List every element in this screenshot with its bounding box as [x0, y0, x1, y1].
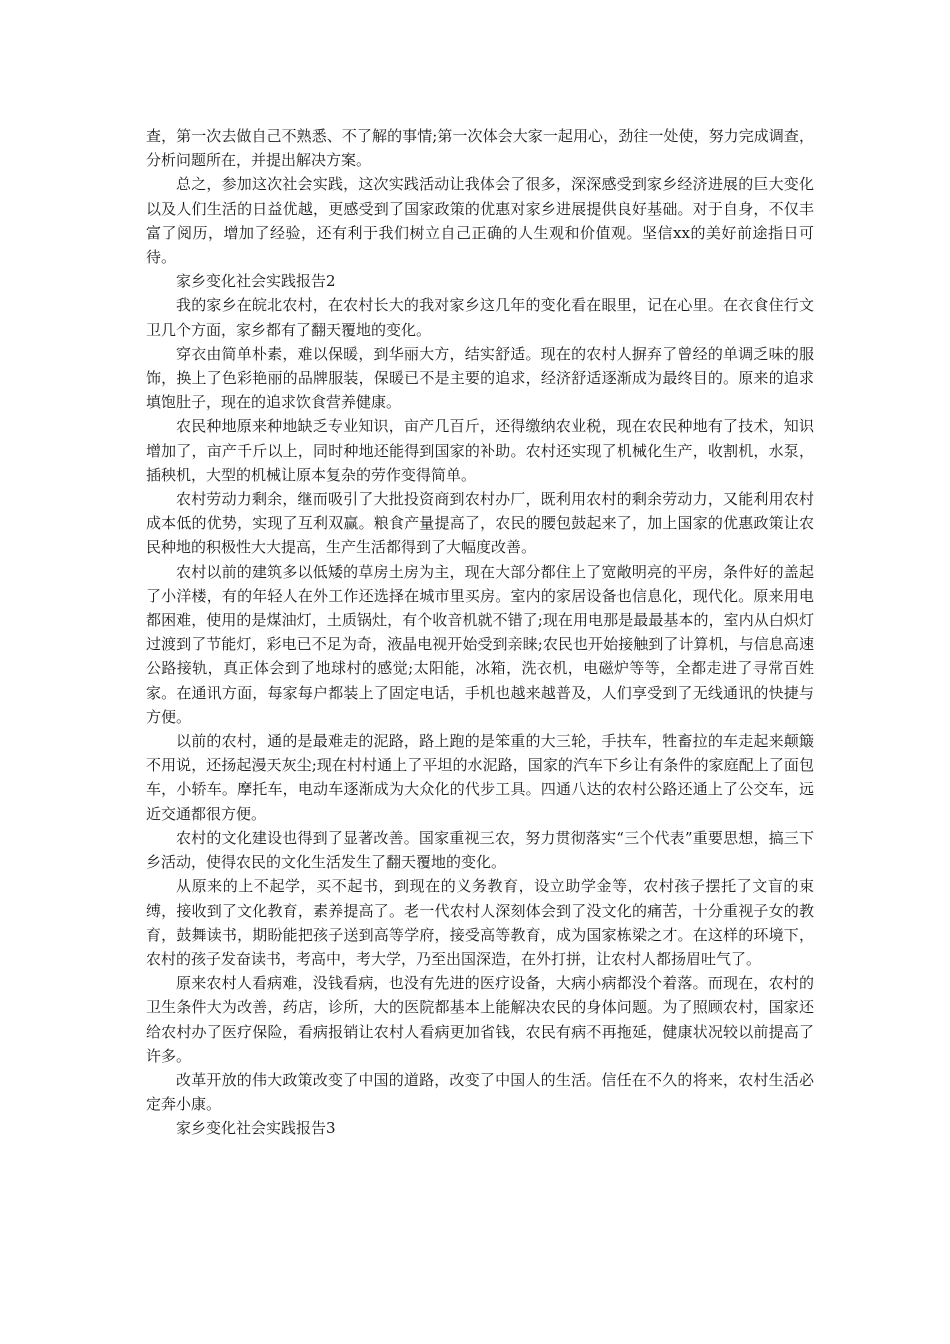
- paragraph-farming: 农民种地原来种地缺乏专业知识，亩产几百斤，还得缴纳农业税，现在农民种地有了技术，知识增加了，亩产千斤以上，同时种地还能得到国家的补助。农村还实现了机械化生产，收割机，水泵，插秧机，大型的机械让原本复杂的劳作变得简单。: [146, 417, 814, 484]
- paragraph-intro: 我的家乡在皖北农村，在农村长大的我对家乡这几年的变化看在眼里，记在心里。在衣食住行文卫几个方面，家乡都有了翻天覆地的变化。: [146, 296, 814, 339]
- paragraph-labor: 农村劳动力剩余，继而吸引了大批投资商到农村办厂，既利用农村的剩余劳动力，又能利用农村成本低的优势，实现了互利双赢。粮食产量提高了，农民的腰包鼓起来了，加上国家的优惠政策让农民种地的积极性大大提高，生产生活都得到了大幅度改善。: [146, 490, 814, 557]
- paragraph-clothing: 穿衣由简单朴素，难以保暖，到华丽大方，结实舒适。现在的农村人摒弃了曾经的单调乏味的服饰，换上了色彩艳丽的品牌服装，保暖已不是主要的追求，经济舒适逐渐成为最终目的。原来的追求填饱肚子，现在的追求饮食营养健康。: [146, 344, 814, 412]
- document-page: [146, 124, 814, 1141]
- paragraph-conclusion: 改革开放的伟大政策改变了中国的道路，改变了中国人的生活。信任在不久的将来，农村生活必定奔小康。: [146, 1070, 814, 1114]
- paragraph-continuation: 查，第一次去做自己不熟悉、不了解的事情;第一次体会大家一起用心，劲往一处使，努力完成调查，分析问题所在，并提出解决方案。: [146, 127, 814, 170]
- paragraph-transport: 以前的农村，通的是最难走的泥路，路上跑的是笨重的大三轮，手扶车，牲畜拉的车走起来颠簸不用说，还扬起漫天灰尘;现在村村通上了平坦的水泥路，国家的汽车下乡让有条件的家庭配上了面包车，小轿车。摩托车，电动车逐渐成为大众化的代步工具。四通八达的农村公路还通上了公交车，远近交通都很方便。: [146, 732, 814, 823]
- paragraph-summary: 总之，参加这次社会实践，这次实践活动让我体会了很多，深深感受到家乡经济进展的巨大变化以及人们生活的日益优越，更感受到了国家政策的优惠对家乡进展提供良好基础。对于自身，不仅丰富了阅历，增加了经验，还有利于我们树立自己正确的人生观和价值观。坚信xx的美好前途指日可待。: [146, 175, 814, 267]
- paragraph-housing: 农村以前的建筑多以低矮的草房土房为主，现在大部分都住上了宽敞明亮的平房，条件好的盖起了小洋楼，有的年轻人在外工作还选择在城市里买房。室内的家居设备也信息化，现代化。原来用电都困难，使用的是煤油灯，土质锅灶，有个收音机就不错了;现在用电那是最最基本的，室内从白炽灯过渡到了节能灯，彩电已不足为奇，液晶电视开始受到亲睐;农民也开始接触到了计算机，与信息高速公路接轨，真正体会到了地球村的感觉;太阳能，冰箱，洗衣机，电磁炉等等，全都走进了寻常百姓家。在通讯方面，每家每户都装上了固定电话，手机也越来越普及，人们享受到了无线通讯的快捷与方便。: [146, 562, 814, 726]
- paragraph-culture: 农村的文化建设也得到了显著改善。国家重视三农，努力贯彻落实“三个代表”重要思想，搞三下乡活动，使得农民的文化生活发生了翻天覆地的变化。: [146, 828, 814, 872]
- section-heading-report-3: 家乡变化社会实践报告3: [176, 1119, 336, 1138]
- paragraph-healthcare: 原来农村人看病难，没钱看病，也没有先进的医疗设备，大病小病都没个着落。而现在，农村的卫生条件大为改善，药店，诊所，大的医院都基本上能解决农民的身体问题。为了照顾农村，国家还给农村办了医疗保险，看病报销让农村人看病更加省钱，农民有病不再拖延，健康状况较以前提高了许多。: [146, 974, 814, 1065]
- section-heading-report-2: 家乡变化社会实践报告2: [176, 272, 336, 291]
- paragraph-education: 从原来的上不起学，买不起书，到现在的义务教育，设立助学金等，农村孩子摆托了文盲的束缚，接收到了文化教育，素养提高了。老一代农村人深刻体会到了没文化的痛苦，十分重视子女的教育，鼓舞读书，期盼能把孩子送到高等学府，接受高等教育，成为国家栋梁之才。在这样的环境下，农村的孩子发奋读书，考高中，考大学，乃至出国深造，在外打拼，让农村人都扬眉吐气了。: [146, 877, 814, 968]
